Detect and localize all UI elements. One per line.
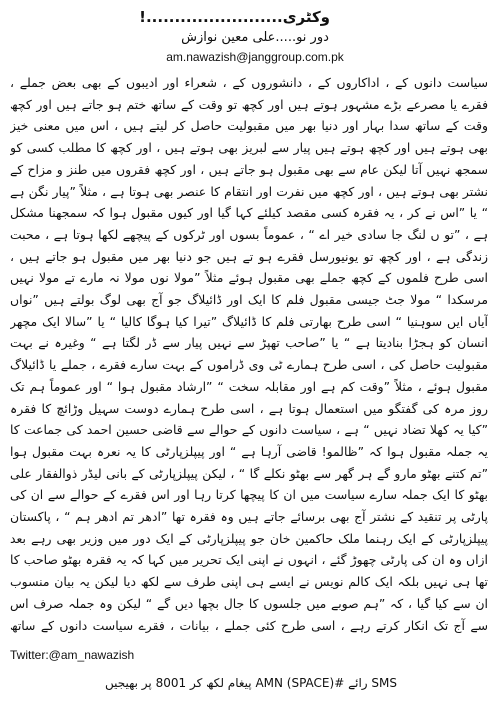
column-byline: دور نو.....علی معین نوازش — [181, 30, 329, 45]
column-body — [10, 72, 488, 640]
author-email: am.nawazish@janggroup.com.pk — [166, 50, 344, 64]
body-paragraph: سیاست دانوں کے ، اداکاروں کے ، دانشوروں کے ، شعراء اور ادیبوں کے بھی بعض جملے ، فقرے یا مصرعے بڑے مشہور ہوتے ہیں اور کچھ تو وقت کے ساتھ ختم ہو جاتے ہیں اور کچھ وقت کے ساتھ سدا بہار اور دنیا بھر میں مقبولیت حاصل کر لیتے ہیں ، اس میں معنی خیز بھی ہوتے ہیں اور کچھ ہوتے ہیں پیار سے لبریز بھی ہوتے ہیں ، اور کچھ کا مطلب کسی کو سمجھ نہیں آتا لیکن عام سے بھی مقبول ہو جاتے ہیں ، اور کچھ فقروں میں طنز و مزاح کے نشتر بھی ہوتے ہیں ، اور کچھ میں نفرت اور انتقام کا عنصر بھی ہوتا ہے ، مثلاً ”پیار نگن ہے “ یا ”اس نے کر ، یہ فقرہ کسی مقصد کیلئے کہا گیا اور کیوں مقبول ہوا کہ سمجھنا مشکل ہے ، ”تو ں لنگ جا سادی خیر اے “ ، عموماً بسوں اور ٹرکوں کے پیچھے لکھا ہوتا ہے ، محبت زندگی ہے ، اور کچھ تو یونیورسل فقرے ہو تے ہیں جو دنیا بھر میں مقبول ہو جاتے ہیں ، اسی طرح فلموں کے کچھ جملے بھی مقبول ہوئے مثلاً ”مولا نوں مولا نہ مارے تے مولا نہیں مرسکدا “ مولا جٹ جیسی مقبول فلم کا ایک اور ڈائیلاگ جو آج بھی لوگ بولتے ہیں ”نواں آیاں ایں سوہنیا “ اسی طرح بھارتی فلم کا ڈائیلاگ ”تیرا کیا ہوگا کالیا “ یا ”سالا ایک مچھر انسان کو ہجڑا بنادیتا ہے “ یا ”صاحب تھپڑ سے نہیں پیار سے ڈر لگتا ہے “ وغیرہ نے بہت مقبولیت حاصل کی ، اسی طرح ہمارے ٹی وی ڈراموں کے بہت سارے فقرے ، جملے یا ڈائیلاگ مقبول ہوئے ، مثلاً ”وقت کم ہے اور مقابلہ سخت “ ”ارشاد مقبول ہوا “ اور عموماً ہم تک روز مرہ کی گفتگو میں استعمال ہوتا ہے ، اسی طرح ہمارے دوست سہیل وڑائچ کا فقرہ ”کیا یہ کھلا تضاد نہیں “ ہے ، سیاست دانوں کے حوالے سے قاضی حسین احمد کی جماعت کا یہ جملہ مقبول ہوا کہ ”ظالمو! قاضی آرہا ہے “ اور پیپلزپارٹی کا یہ نعرہ بہت مقبول ہوا ”تم کتنے بھٹو مارو گے ہر گھر سے بھٹو نکلے گا “ ، لیکن پیپلزپارٹی کے بانی لیڈر ذوالفقار علی بھٹو کا ایک جملہ سارے سیاست میں ان کا پیچھا کرتا رہا اور اس فقرے کے حوالے سے ان کی پارٹی پر تنقید کے نشتر آج بھی برسائے جاتے ہیں وہ فقرہ تھا ”ادھر تم ادھر ہم “ ، پاکستان پیپلزپارٹی کے ایک رہنما ملک حاکمین خان جو پیپلزپارٹی کے ایک دور میں وزیر بھی رہے بعد ازاں وہ ان کی پارٹی چھوڑ گئے ، انہوں نے اپنی ایک تحریر میں کہا کہ یہ فقرہ بھٹو صاحب کا تھا ہی نہیں بلکہ ایک کالم نویس نے ایسے ہی اپنی طرف سے لکھ دیا لیکن یہ بیان منسوب ان سے کیا گیا ، کہ ”ہم صوبے میں جلسوں کا جال بچھا دیں گے “ لیکن وہ جملہ صرف اس سے آج تک انکار کرتے رہے ، اسی طرح کئی جملے ، بیانات ، فقرے سیاست دانوں کے ساتھ — [10, 75, 488, 633]
sms-instructions: SMS رائے #AMN (SPACE) پیغام لکھ کر 8001 پر بھیجیں — [105, 676, 397, 690]
author-twitter: Twitter:@am_nawazish — [10, 648, 135, 662]
column-title: وکٹری........................! — [139, 8, 330, 26]
